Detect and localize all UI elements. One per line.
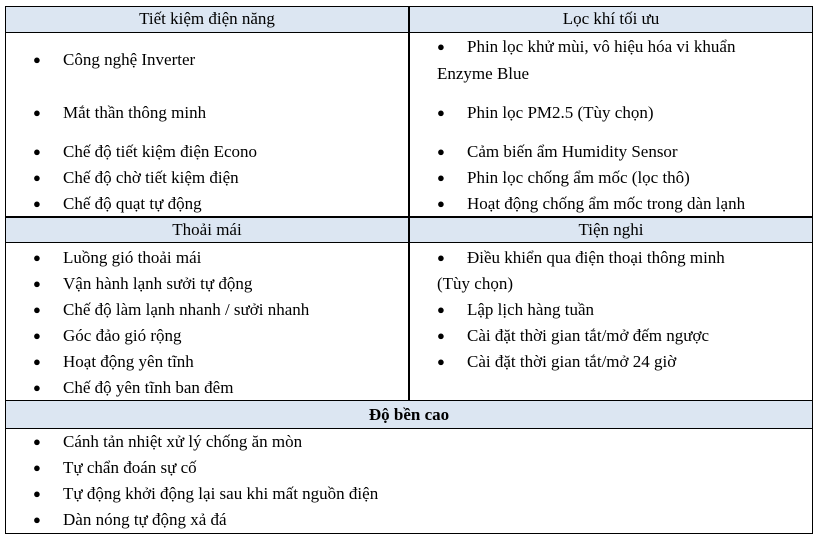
border-header3-bottom	[5, 428, 813, 429]
header-convenience	[410, 218, 812, 242]
bullet-icon: ●	[33, 105, 41, 120]
header-air-title: Lọc khí tối ưu	[562, 9, 660, 28]
header-comfort-title: Thoải mái	[172, 220, 242, 239]
bullet-icon: ●	[33, 434, 41, 449]
list-item-continuation: (Tùy chọn)	[437, 274, 514, 293]
bullet-icon: ●	[33, 302, 41, 317]
header-durability	[6, 401, 812, 428]
bullet-icon: ●	[33, 460, 41, 475]
border-right	[812, 6, 813, 534]
list-item-continuation: Enzyme Blue	[437, 64, 530, 83]
bullet-icon: ●	[33, 486, 41, 501]
bullet-icon: ●	[437, 354, 445, 369]
header-air	[410, 7, 812, 32]
bullet-icon: ●	[33, 170, 41, 185]
border-left	[5, 6, 6, 534]
bullet-icon: ●	[437, 105, 445, 120]
bullet-icon: ●	[33, 354, 41, 369]
header-convenience-title: Tiện nghi	[578, 220, 644, 239]
bullet-icon: ●	[33, 250, 41, 265]
bullet-icon: ●	[437, 328, 445, 343]
bullet-icon: ●	[33, 276, 41, 291]
bullet-icon: ●	[437, 302, 445, 317]
bullet-icon: ●	[33, 328, 41, 343]
bullet-icon: ●	[33, 196, 41, 211]
bullet-icon: ●	[437, 170, 445, 185]
bullet-icon: ●	[437, 144, 445, 159]
border-middle	[408, 6, 410, 401]
header-energy	[6, 7, 408, 32]
bullet-icon: ●	[437, 250, 445, 265]
bullet-icon: ●	[33, 144, 41, 159]
bullet-icon: ●	[33, 380, 41, 395]
header-comfort	[6, 218, 408, 242]
header-energy-title: Tiết kiệm điện năng	[139, 9, 275, 28]
bullet-icon: ●	[437, 196, 445, 211]
header-durability-title: Độ bền cao	[368, 405, 450, 424]
bullet-icon: ●	[33, 52, 41, 67]
bullet-icon: ●	[33, 512, 41, 527]
border-bottom	[5, 533, 813, 534]
feature-table: Tiết kiệm điện năng Lọc khí tối ưu Thoải mái Tiện nghi Độ bền cao ● Công nghệ Inverter ● Mắt thần thông minh ● Chế độ tiết kiệm điện Econo ● Chế độ chờ tiết kiệm điện ● Chế độ quạt tự động ● Phin lọc khử mùi, vô hiệu hóa vi khuẩn Enzyme Blue ● Phin lọc PM2.5 (Tùy chọn) ● Cảm biến ẩm Humidity Sensor ● Phin lọc chống ẩm mốc (lọc thô) ● Hoạt động chống ẩm mốc trong dàn lạnh ● Luồng gió thoải mái ● Vận hành lạnh sưởi tự động ● Chế độ làm lạnh nhanh / sưởi nhanh ● Góc đảo gió rộng ● Hoạt động yên tĩnh ● Chế độ yên tĩnh ban đêm ● Điều khiển qua điện thoại thông minh (Tùy chọn) ● Lập lịch hàng tuần ● Cài đặt thời gian tắt/mở đếm ngược ● Cài đặt thời gian tắt/mở 24 giờ ● Cánh tản nhiệt xử lý chống ăn mòn ● Tự chẩn đoán sự cố ● Tự động khởi động lại sau khi mất nguồn điện ● Dàn nóng tự động xả đá	[0, 0, 822, 536]
bullet-icon: ●	[437, 39, 445, 54]
